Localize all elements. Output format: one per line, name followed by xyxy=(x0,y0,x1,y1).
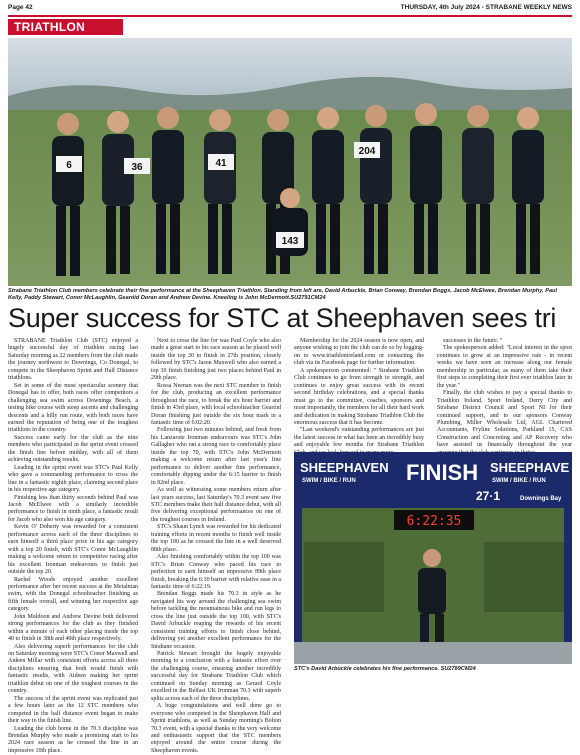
article-paragraph: As well as witnessing some members return after last years success, last Saturday's 70.3 event saw five STC members make their half distance debut, with all five delivering exceptional performances on one of the toughest courses in Ireland. xyxy=(151,487,281,523)
article-paragraph: Patrick Stewart brought the hugely enjoyable morning to a conclusion with a fantastic effort over the challenging course, ensuring another incredibly successful day for Strabane Triathlon Club which continued on Sunday morning as Gerard Coyle excelled in the Belfast UK Ironman 70.3 with superb splits across each of the three disciplines. xyxy=(151,651,281,702)
race-clock: 6:22:35 xyxy=(406,514,462,529)
page-header xyxy=(8,4,572,14)
finish-photo-illustration xyxy=(294,452,572,664)
team-photo xyxy=(8,38,572,286)
article-paragraph: Rachel Woods enjoyed another excellent performance after her recent success at the Metalman swim, with the Donegal schoolteacher finishing as fifth female overall, and winning her respective age category. xyxy=(8,576,138,613)
article-paragraph: A huge congratulations and well done go to everyone who competed in the Sheephaven Half and Sprint triathlons, as well as Sunday morning's Bolton 70.3 event, with a special thanks to the very welcome and enthusiastic support that the STC members enjoyed around the entire course during the Sheephaven events. xyxy=(151,703,281,754)
bib-number: 36 xyxy=(131,162,143,173)
banner-date: 27·1 xyxy=(476,489,501,503)
banner-left-title: SHEEPHAVEN xyxy=(300,460,389,475)
article-paragraph: successes in the future. " xyxy=(443,338,503,344)
article-paragraph: Brendan Boggs made his 70.3 in style as he navigated his way around the challenging sea swim before tackling the mountainous bike and run legs to cross the line just outside the top 100, with STC's David Arbuckle reaping the rewards of his recent consistent training efforts to finish close behind, delivering yet another excellent performance for the Strabane occasion. xyxy=(151,591,281,650)
bib-number: 143 xyxy=(281,236,299,247)
finish-photo-caption: STC's David Arbuckle celebrates his fine performance. SU2789CM24 xyxy=(294,666,476,672)
finish-photo xyxy=(294,452,572,664)
article-column-4 xyxy=(437,338,572,457)
article-headline: Super success for STC at Sheephaven sees tri xyxy=(8,303,557,333)
article-column-1 xyxy=(8,338,138,755)
article-paragraph: Also finishing comfortably within the top 100 was STC's Brian Conway who paced his race to perfection to earn himself an impressive 89th place finish, breaking the 6:30 barrier with relative ease in a fantastic time of 6:22:19. xyxy=(151,554,281,590)
article-paragraph: Kevin O' Doherty was rewarded for a consistent performance across each of the three disciplines to earn himself a third place prize in his age category with a top 20 finish, with STC's Conor McLaughlin making a welcome return to competitive racing after his excellent Ironman endeavours to finish just outside the top 20. xyxy=(8,524,138,576)
bib-number: 41 xyxy=(215,158,227,169)
page-number: Page 42 xyxy=(8,4,33,11)
header-rule xyxy=(8,15,572,17)
section-label: TRIATHLON xyxy=(8,19,123,35)
article-paragraph: The success of the sprint event was replicated just a few hours later as the 12 STC members who competed in the half distance event began to make their way to the finish line. xyxy=(8,695,138,725)
article-paragraph: Set in some of the most spectacular scenery that Donegal has to offer, both races offer competitors a challenging sea swim across Downings Beach, a testing bike course with steep ascents and challenging descents and a hilly run route, with both races have earned the reputation of being one of the toughest triathlons in the country. xyxy=(8,382,138,434)
banner-left-sub: SWIM / BIKE / RUN xyxy=(302,478,356,484)
article-paragraph: The spokesperson added: "Local interest in the sport continues to grow at an impressive rate - in recent weeks we have seen an increase along our female membership in particular, as many of them take their first steps to completing their first ever triathlon later in the year." xyxy=(437,345,572,389)
article-paragraph: Next to cross the line for was Paul Coyle who also made a great start to his race season as he placed well inside the top 30 to finish in 27th position, closely followed by STC's Jason Maxwell who also earned a top 30 finish finishing just two places behind Paul in 29th place. xyxy=(151,338,281,382)
article-paragraph: A spokesperson commented: " Strabane Triathlon Club continues to go from strength to strength, and continues to enjoy great success with its recent second birthday celebrations, and a special thanks must go to the committee, coaches, sponsors and most importantly, the members for all their hard work and dedication in making Strabane Triathlon Club the enormous success that it has become. xyxy=(294,367,424,426)
article-paragraph: Success came early for the club as the nine members who participated in the sprint event crossed the finish line before midday, with all of them achieving outstanding results. xyxy=(8,434,138,464)
finish-text: FINISH xyxy=(406,460,479,485)
article-paragraph: John Muldoon and Andrew Devine both delivered strong performances for the club as they finished within a minute of each other placing inside the top 40 to finish in 38th and 40th place respectively. xyxy=(8,613,138,643)
article-paragraph: Leading in the sprint event was STC's Paul Kelly who gave a commanding performance to cross the line in a fantastic eighth place, claiming second place in his respective age category. xyxy=(8,464,138,494)
team-photo-illustration xyxy=(8,38,572,286)
bib-number: 204 xyxy=(358,146,376,157)
article-paragraph: Finally, the club wishes to pay a special thanks to Triathlon Ireland, Sport Ireland, Derry City and Strabane District Council and Sport NI for their continued support, and to our sponsors Conway Plumbing, Miller Wholesale Ltd, AGL Chartered Accountants, Fryline Solutions, Parkland 15, CAS Construction and Concreting and AP Recovery who have assisted us financially throughout the year xyxy=(437,390,572,449)
article-paragraph: "Last weekend's outstanding performances are just the latest success in what has been an incredibly busy and enjoyable few months for Strabane Triathlon xyxy=(294,427,424,449)
article-column-3 xyxy=(294,338,424,457)
bib-number: 6 xyxy=(66,160,72,171)
banner-right-sub: SWIM / BIKE / RUN xyxy=(492,478,546,484)
article-paragraph: STRABANE Triathlon Club (STC) enjoyed a hugely successful day of triathlon racing last Saturday morning as 22 members from the club made the journey northwest to Downings, Co Donegal, to compete in the Sheephaven Sprint and Half Distance triathlons. xyxy=(8,338,138,382)
article-paragraph: Also delivering superb performances for the club on Saturday morning were STC's Conor Maxwell and Aideen Millar with consistent efforts across all three disciplines ensuring that both would finish with fantastic results, with Aideen making her sprint triathlon debut on one of the toughest courses in the country. xyxy=(8,643,138,695)
article-paragraph: Finishing less than thirty seconds behind Paul was Jacob McElwee with a similarly incredible performance to finish in ninth place, a fantastic result for Jacob who also won his age category. xyxy=(8,494,138,523)
article-paragraph: Membership for the 2024 season is now open, and anyone wishing to join the club can do so by logging-on to www.triathlonireland.com or contacting the club via its Facebook page for further information. xyxy=(294,338,424,367)
banner-right-title: SHEEPHAVE xyxy=(490,460,570,475)
banner-venue: Downings Bay xyxy=(520,496,562,502)
article-paragraph: STC's Shaun Lynch was rewarded for his dedicated training efforts in recent months to finish well inside the top 100 as he crossed the line in a well deserved 88th place. xyxy=(151,524,281,553)
publication-line: THURSDAY, 4th July 2024 - STRABANE WEEKLY NEWS xyxy=(400,4,572,11)
article-paragraph: Leading the club home in the 70.3 discipline was Brendan Murphy who made a promising start to his 2024 race season as he crossed the line in an impressive 10th place. xyxy=(8,725,138,754)
article-paragraph: Following just two minutes behind, and fresh from his Lanzarote Ironman endeavours was STC's John Gallagher who ran a strong race to comfortably place inside the top 70, with STC's John McDermott making a welcome return after last year's fine performance to deliver another fine performance, comfortably dipping under the 6:15 barrier to finish in 82nd place. xyxy=(151,427,281,486)
article-paragraph: Rossa Neenan was the next STC member to finish for the club, producing an excellent performance throughout the race, to break the six hour barrier and finish in 43rd place, with local schoolteacher Gearóid Doran finishing just outside the six hour mark in a fantastic time of 6:02:20. xyxy=(151,382,281,426)
article-column-2 xyxy=(151,338,281,755)
photo-caption: Strabane Triathlon Club members celebrate their fine performance at the Sheephaven Triathlon. Standing from left are, David Arbuckle, Brian Conway, Brendan Boggs, Jacob McElwee, Brendan Murphy, Paul Kelly, Paddy Stewart, Conor McLaughlin, Gearóid Doran and Andrew Devine. Kneeling is John McDermott.SU2791CM24 xyxy=(8,288,558,301)
